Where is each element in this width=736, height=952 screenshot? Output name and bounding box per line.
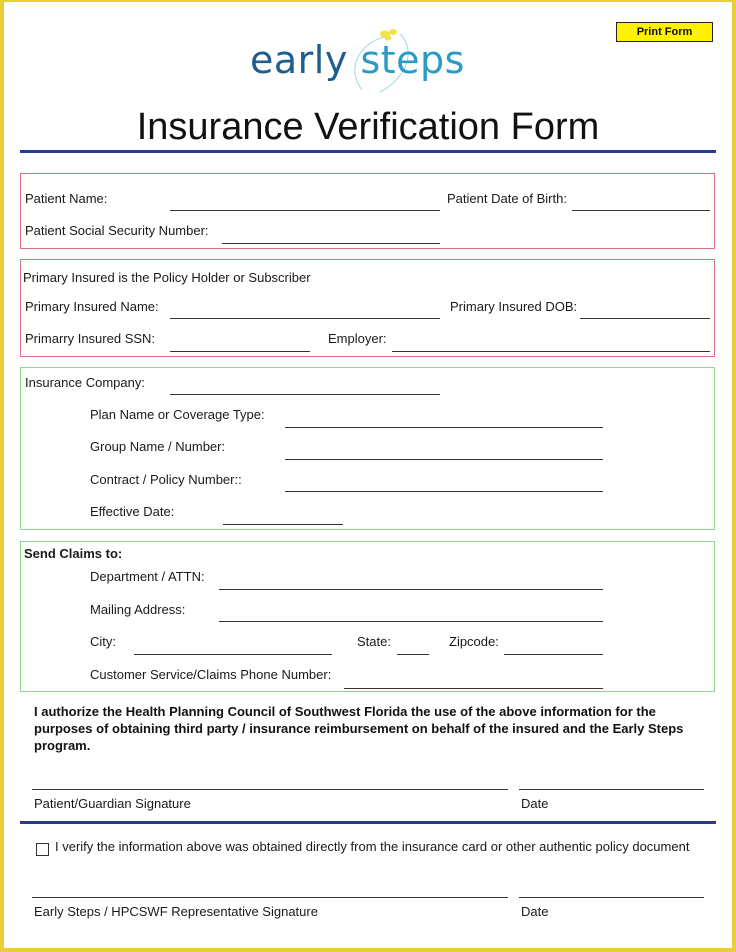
city-label: City: bbox=[90, 634, 116, 649]
primary-insured-ssn-label: Primarry Insured SSN: bbox=[25, 331, 156, 346]
department-label: Department / ATTN: bbox=[90, 569, 205, 584]
logo-word-early: early bbox=[250, 38, 348, 82]
print-form-button[interactable]: Print Form bbox=[616, 22, 713, 42]
effective-date-field[interactable] bbox=[223, 524, 343, 525]
patient-signature-label: Patient/Guardian Signature bbox=[34, 796, 191, 811]
early-steps-logo bbox=[250, 28, 490, 98]
patient-signature-date-label: Date bbox=[521, 796, 549, 811]
logo-word-steps: steps bbox=[360, 38, 465, 82]
patient-name-label: Patient Name: bbox=[25, 191, 108, 206]
title-divider bbox=[20, 150, 716, 153]
group-name-field[interactable] bbox=[285, 459, 603, 460]
employer-label: Employer: bbox=[328, 331, 387, 346]
patient-name-field[interactable] bbox=[170, 210, 440, 211]
department-field[interactable] bbox=[219, 589, 603, 590]
send-claims-heading: Send Claims to: bbox=[24, 546, 123, 561]
representative-signature-date-field[interactable] bbox=[519, 897, 704, 898]
plan-name-field[interactable] bbox=[285, 427, 603, 428]
zipcode-field[interactable] bbox=[504, 654, 603, 655]
state-field[interactable] bbox=[397, 654, 429, 655]
verify-statement: I verify the information above was obtained directly from the insurance card or other authentic policy document bbox=[55, 839, 690, 854]
primary-insured-name-label: Primary Insured Name: bbox=[25, 299, 159, 314]
logo-text bbox=[250, 38, 465, 82]
plan-name-label: Plan Name or Coverage Type: bbox=[90, 407, 265, 422]
contract-number-field[interactable] bbox=[285, 491, 603, 492]
patient-signature-field[interactable] bbox=[32, 789, 508, 790]
city-field[interactable] bbox=[134, 654, 332, 655]
insurance-company-label: Insurance Company: bbox=[25, 375, 145, 390]
effective-date-label: Effective Date: bbox=[90, 504, 175, 519]
page-title: Insurance Verification Form bbox=[136, 106, 600, 148]
patient-ssn-label: Patient Social Security Number: bbox=[25, 223, 209, 238]
phone-number-field[interactable] bbox=[344, 688, 603, 689]
primary-insured-dob-label: Primary Insured DOB: bbox=[450, 299, 578, 314]
representative-signature-field[interactable] bbox=[32, 897, 508, 898]
patient-dob-field[interactable] bbox=[572, 210, 710, 211]
patient-signature-date-field[interactable] bbox=[519, 789, 704, 790]
representative-signature-date-label: Date bbox=[521, 904, 549, 919]
primary-insured-ssn-field[interactable] bbox=[170, 351, 310, 352]
authorization-statement: I authorize the Health Planning Council of Southwest Florida the use of the above information for the purposes of obtaining third party / insurance reimbursement on behalf of the insured and the Early Steps program. bbox=[34, 704, 684, 753]
zipcode-label: Zipcode: bbox=[449, 634, 499, 649]
patient-dob-label: Patient Date of Birth: bbox=[447, 191, 567, 206]
primary-insured-name-field[interactable] bbox=[170, 318, 440, 319]
group-name-label: Group Name / Number: bbox=[90, 439, 226, 454]
patient-ssn-field[interactable] bbox=[222, 243, 440, 244]
insurance-company-field[interactable] bbox=[170, 394, 440, 395]
state-label: State: bbox=[357, 634, 391, 649]
phone-number-label: Customer Service/Claims Phone Number: bbox=[90, 667, 332, 682]
contract-number-label: Contract / Policy Number:: bbox=[90, 472, 242, 487]
primary-insured-dob-field[interactable] bbox=[580, 318, 710, 319]
mailing-address-field[interactable] bbox=[219, 621, 603, 622]
mailing-address-label: Mailing Address: bbox=[90, 602, 186, 617]
signature-divider bbox=[20, 821, 716, 824]
verify-checkbox[interactable] bbox=[36, 843, 49, 856]
representative-signature-label: Early Steps / HPCSWF Representative Signature bbox=[34, 904, 318, 919]
primary-insured-heading: Primary Insured is the Policy Holder or Subscriber bbox=[23, 270, 311, 285]
employer-field[interactable] bbox=[392, 351, 710, 352]
